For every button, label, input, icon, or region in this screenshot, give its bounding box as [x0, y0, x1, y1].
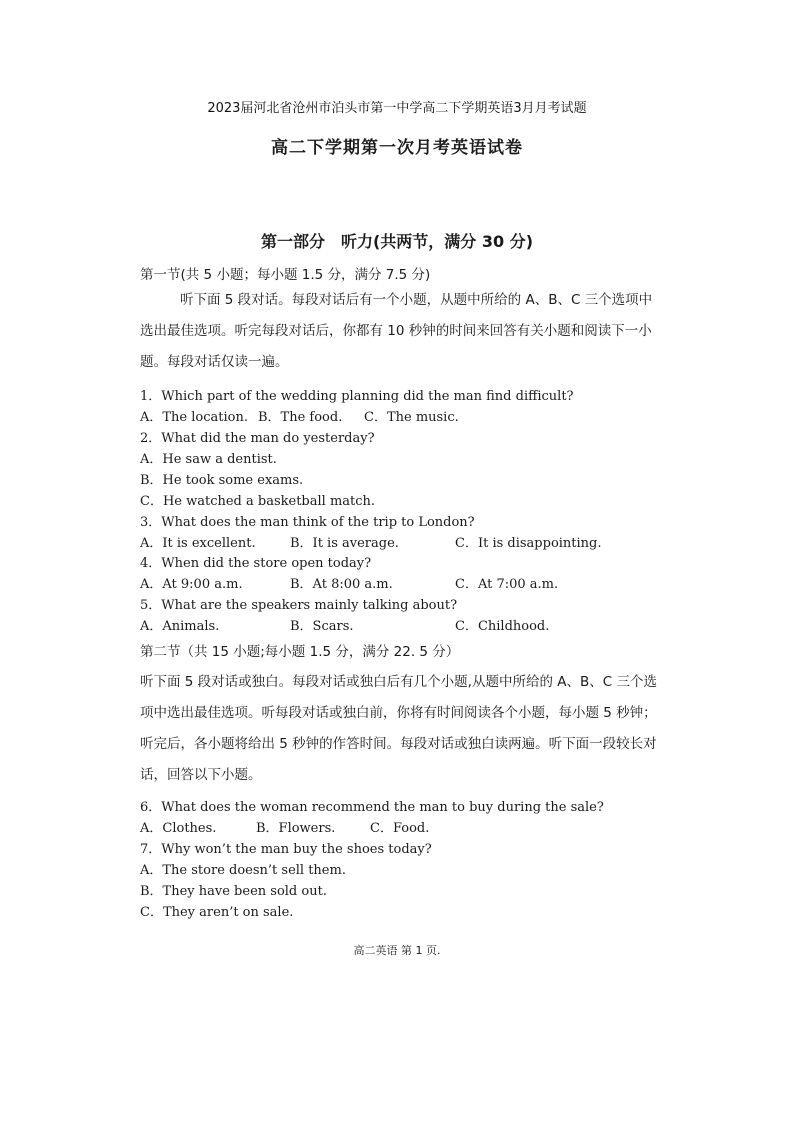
question-5-stem: 5．What are the speakers mainly talking about? [140, 598, 458, 613]
question-2-option-c: C．He watched a basketball match. [140, 494, 376, 509]
question-1-stem: 1．Which part of the wedding planning did the man find difficult? [140, 389, 574, 404]
question-7-option-a: A．The store doesn’t sell them. [140, 863, 346, 878]
question-7-option-c: C．They aren’t on sale. [140, 905, 294, 920]
part-one-title: 第一部分 听力(共两节，满分 30 分) [260, 232, 534, 251]
question-4-option-a: A．At 9:00 a.m. [140, 577, 243, 592]
question-2-option-b: B．He took some exams. [140, 473, 304, 488]
question-1-option-c: C．The music. [364, 410, 459, 425]
question-2-option-a: A．He saw a dentist. [140, 452, 277, 467]
section-one-title: 第一节(共 5 小题；每小题 1.5 分，满分 7.5 分) [140, 267, 431, 283]
question-1-option-a: A．The location. [140, 410, 248, 425]
document-source-title: 2023届河北省沧州市泊头市第一中学高二下学期英语3月月考试题 [207, 101, 587, 116]
exam-title: 高二下学期第一次月考英语试卷 [271, 138, 523, 158]
question-3-option-b: B．It is average. [290, 536, 399, 551]
question-5-option-b: B．Scars. [290, 619, 354, 634]
question-4-stem: 4．When did the store open today? [140, 556, 372, 571]
question-4-option-b: B．At 8:00 a.m. [290, 577, 393, 592]
question-5-option-a: A．Animals. [140, 619, 220, 634]
question-3-option-c: C．It is disappointing. [455, 536, 602, 551]
question-3-stem: 3．What does the man think of the trip to London? [140, 515, 475, 530]
question-2-stem: 2．What did the man do yesterday? [140, 431, 375, 446]
question-5-option-c: C．Childhood. [455, 619, 550, 634]
page-footer: 高二英语 第 1 页. [353, 944, 441, 957]
question-1-option-b: B．The food. [258, 410, 343, 425]
question-7-stem: 7．Why won’t the man buy the shoes today? [140, 842, 432, 857]
question-3-option-a: A．It is excellent. [140, 536, 256, 551]
question-6-stem: 6．What does the woman recommend the man to buy during the sale? [140, 800, 604, 815]
question-6-option-b: B．Flowers. [256, 821, 336, 836]
question-7-option-b: B．They have been sold out. [140, 884, 327, 899]
section-two-title: 第二节（共 15 小题;每小题 1.5 分，满分 22. 5 分） [140, 644, 460, 660]
question-4-option-c: C．At 7:00 a.m. [455, 577, 559, 592]
section-two-instructions: 听下面 5 段对话或独白。每段对话或独白后有几个小题,从题中所给的 A、B、C 三个选项中选出最佳选项。听每段对话或独白前，你将有时间阅读各个小题，每小题 5 秒钟；听完后，各小题将给出 5 秒钟的作答时间。每段对话或独白读两遍。听下面一段较长对话，回答以下小题。 [140, 674, 657, 783]
section-one-instructions: 听下面 5 段对话。每段对话后有一个小题，从题中所给的 A、B、C 三个选项中选出最佳选项。听完每段对话后，你都有 10 秒钟的时间来回答有关小题和阅读下一小题。每段对话仅读一遍。 [140, 292, 653, 370]
question-6-option-a: A．Clothes. [140, 821, 217, 836]
question-6-option-c: C．Food. [370, 821, 430, 836]
